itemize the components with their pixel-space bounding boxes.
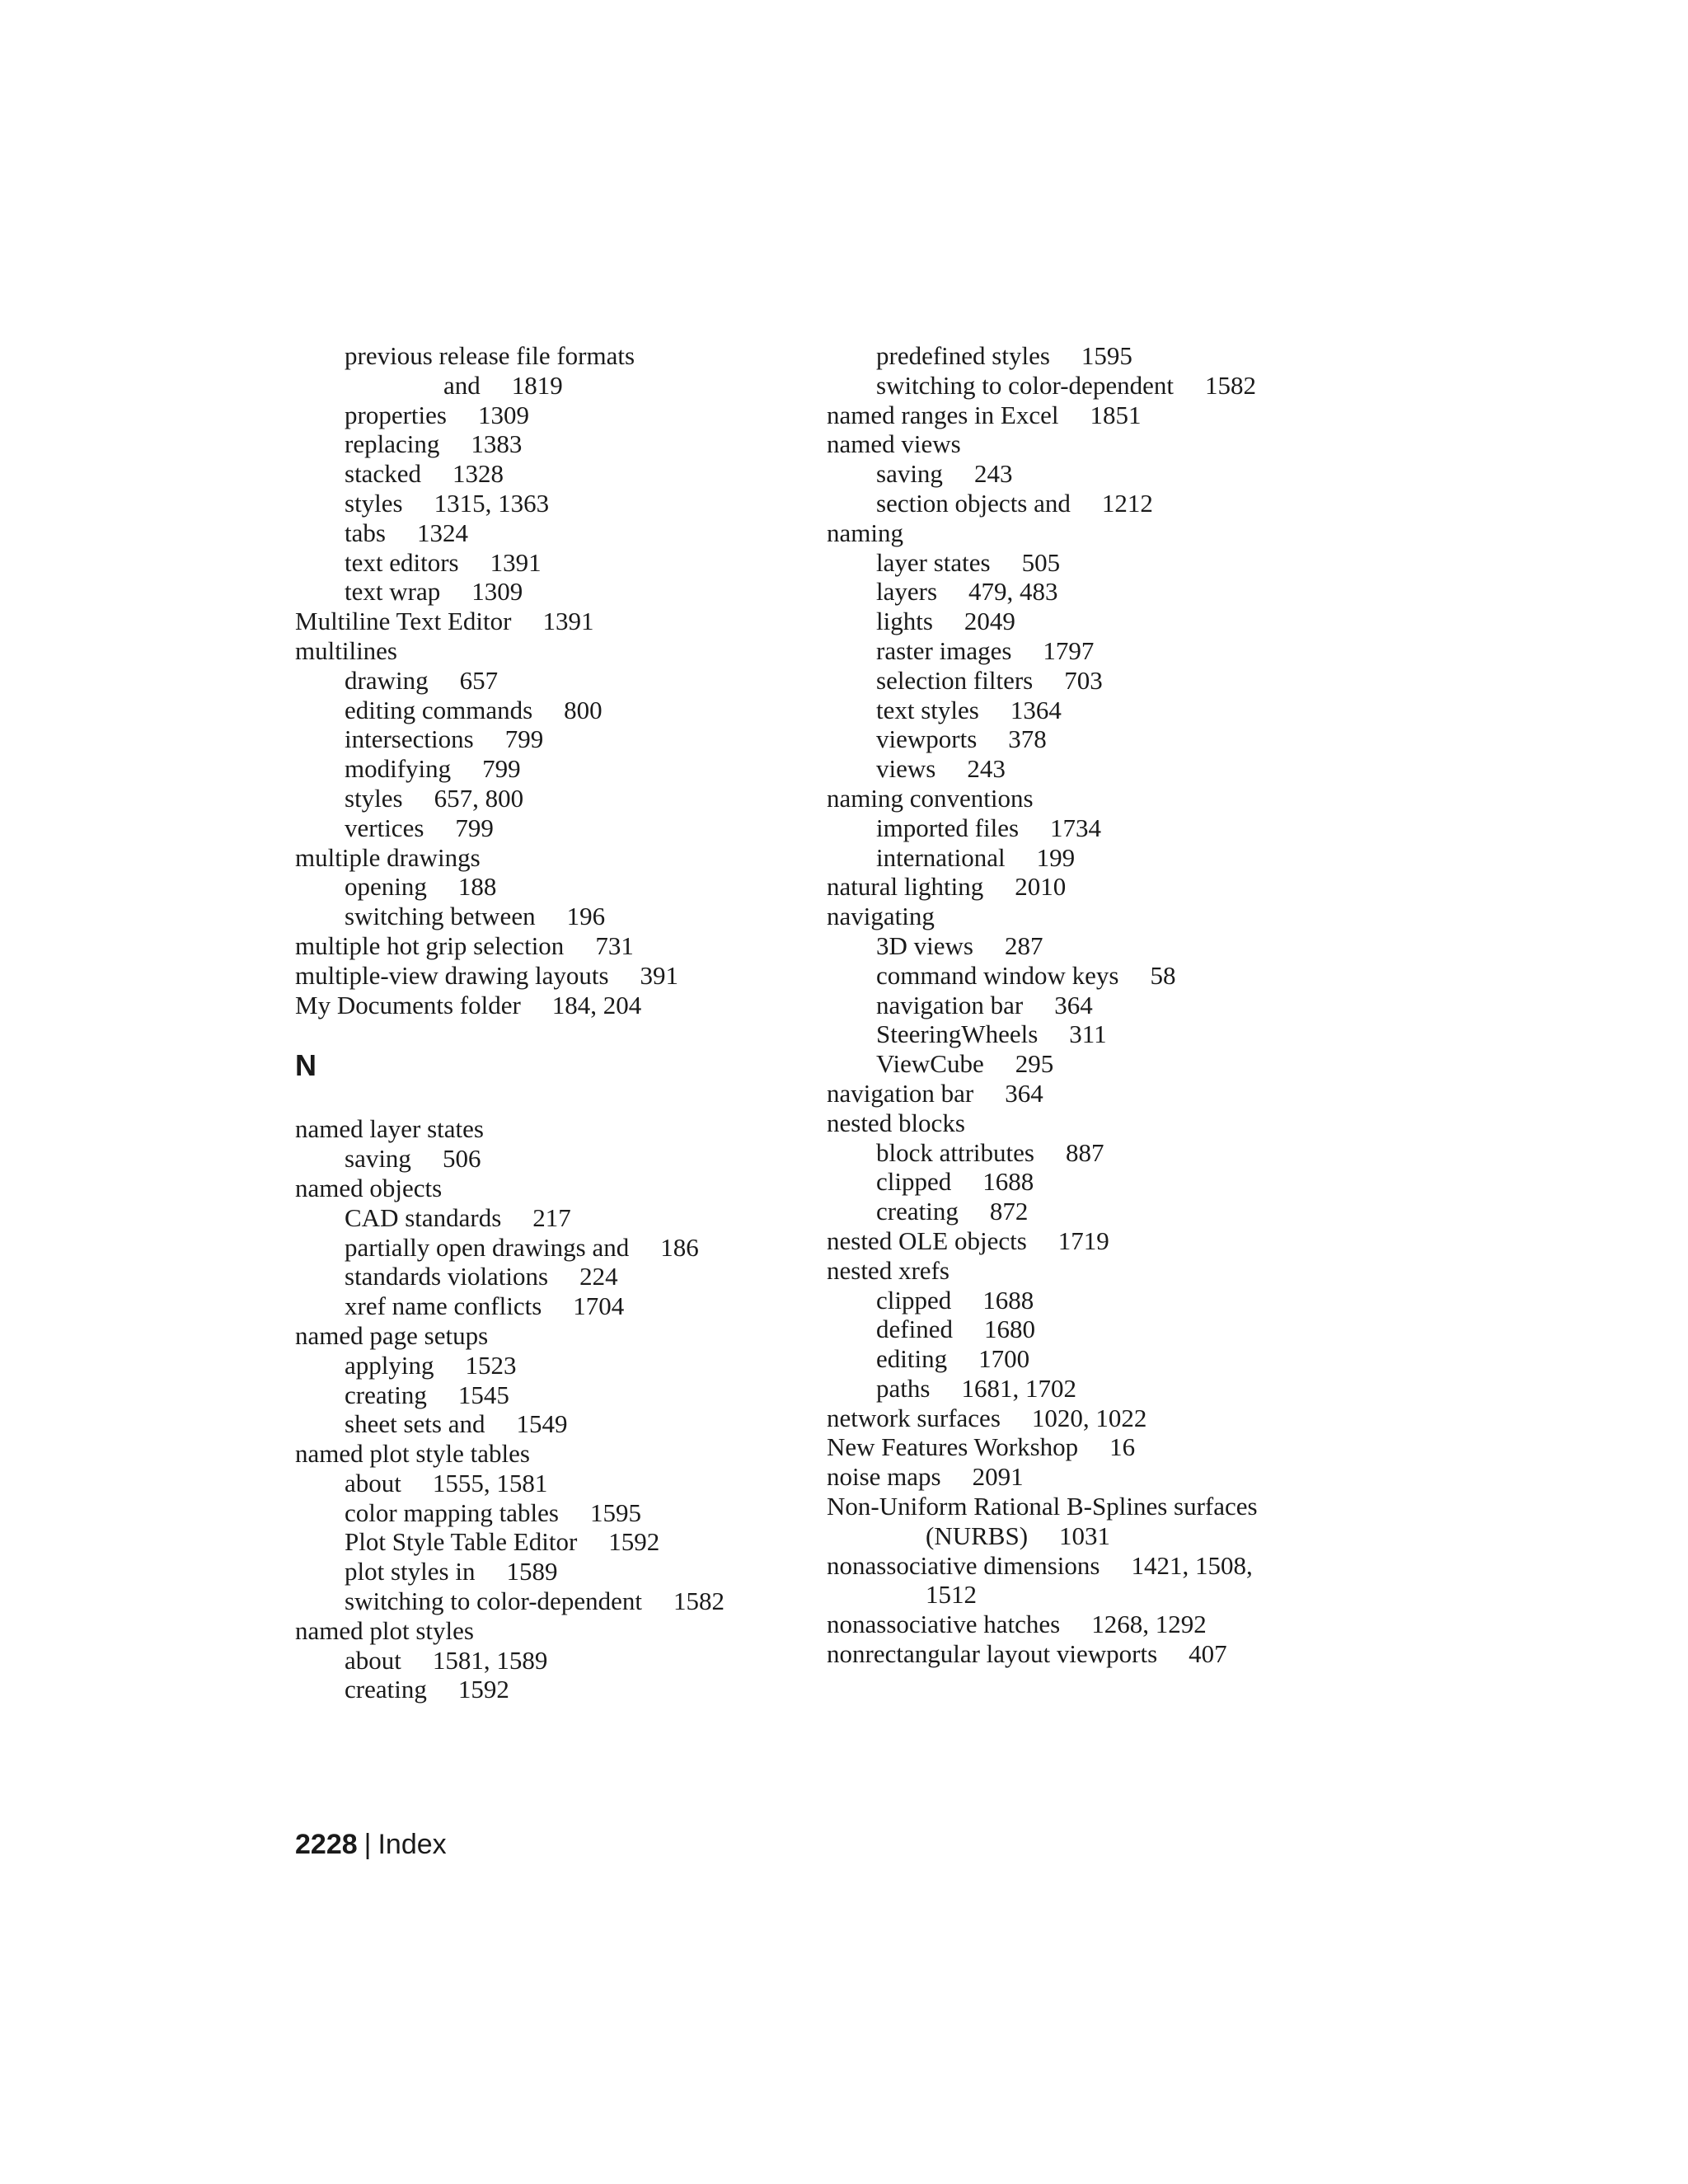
index-page-refs: 378 [1008,724,1047,754]
index-term: international [876,842,1006,872]
index-entry [295,754,806,784]
index-entry [295,1321,806,1351]
index-page-refs: 224 [579,1262,618,1291]
index-entry [827,1079,1387,1108]
index-entry [295,1586,806,1616]
footer-separator: | [363,1829,372,1860]
index-page-refs: 1680 [983,1315,1035,1344]
index-term: My Documents folder [295,990,521,1019]
index-entry [827,1315,1387,1344]
index-entry [295,518,806,548]
index-entry [827,371,1387,401]
index-page-refs: 2010 [1015,872,1067,902]
index-term: nested xrefs [827,1255,950,1285]
index-term: Multiline Text Editor [295,607,512,636]
index-entry [295,666,806,696]
index-page-refs: 184, 204 [551,990,642,1019]
index-page-refs: 196 [566,902,606,931]
index-column-left [295,341,806,1704]
index-page-refs: 1700 [978,1344,1030,1374]
index-term: views [876,754,936,784]
index-page-refs: 1391 [490,547,542,577]
index-entry [295,1616,806,1646]
index-entry [827,1551,1387,1581]
index-entry [827,843,1387,873]
index-term: SteeringWheels [876,1019,1039,1049]
index-entry [295,1114,806,1144]
index-entry [295,459,806,489]
index-entry [295,1646,806,1675]
index-term: creating [876,1197,959,1226]
index-term: clipped [876,1285,952,1315]
index-term: navigation bar [876,990,1024,1019]
index-page-refs: 1719 [1057,1226,1109,1255]
index-page-refs: 1592 [608,1527,660,1557]
index-entry [827,548,1387,578]
index-term: ViewCube [876,1049,984,1079]
index-page-refs: 295 [1015,1049,1054,1079]
index-entry [295,1380,806,1410]
index-term: nonassociative dimensions [827,1550,1100,1580]
index-page-refs: 243 [973,459,1013,489]
index-entry [827,991,1387,1020]
index-page-refs: 505 [1021,547,1061,577]
index-page-refs: 1309 [477,400,529,429]
index-entries-right [827,341,1387,1669]
index-page-refs: 1031 [1059,1521,1111,1550]
index-term: intersections [345,724,474,754]
index-page-refs: 311 [1069,1019,1107,1049]
index-page-refs: 703 [1064,665,1103,695]
index-term: properties [345,400,447,429]
index-term: nested blocks [827,1108,965,1137]
index-entry [295,1527,806,1557]
index-term: raster images [876,635,1012,665]
index-term: named plot styles [295,1615,474,1645]
index-entry [827,1432,1387,1462]
index-page-refs: 872 [989,1197,1029,1226]
index-entry [827,1492,1387,1521]
index-term: lights [876,607,933,636]
index-term: multiple-view drawing layouts [295,960,609,990]
index-page-refs: 1545 [457,1380,509,1409]
index-entry [295,872,806,902]
index-entry [827,1610,1387,1639]
index-page-refs: 217 [532,1202,571,1232]
index-entry [827,1049,1387,1079]
index-page-refs: 1704 [573,1291,625,1321]
index-term: saving [876,459,943,489]
index-term: about [345,1468,401,1497]
index-page-refs: 1324 [416,518,468,547]
index-page-refs: 657 [459,665,499,695]
index-entry [827,1226,1387,1256]
index-page-refs: 657, 800 [434,783,524,813]
index-entry [295,607,806,636]
index-term: imported files [876,813,1020,842]
index-term: layers [876,577,938,607]
index-page-refs: 1582 [673,1586,724,1616]
index-entry [827,1286,1387,1315]
index-term: plot styles in [345,1557,476,1586]
index-entry [295,1351,806,1380]
index-page-refs: 1688 [982,1167,1034,1197]
index-term: styles [345,488,403,518]
index-term: command window keys [876,960,1119,990]
index-page-refs: 1328 [452,459,504,489]
index-page-refs: 506 [442,1144,481,1174]
index-page-refs: 1383 [471,429,523,459]
index-term: Non-Uniform Rational B-Splines surfaces [827,1492,1258,1521]
index-entries-left [295,341,806,1019]
index-page-refs: 731 [595,930,634,960]
index-entry [827,607,1387,636]
index-entry [295,401,806,430]
index-page-refs: 1212 [1101,488,1153,518]
index-page-refs: 1421, 1508, [1131,1550,1253,1580]
index-term: previous release file formats [345,341,635,370]
index-term: applying [345,1350,434,1380]
index-term: text wrap [345,577,441,607]
index-page-refs: 1595 [1081,341,1132,370]
index-entry [827,401,1387,430]
index-entry [827,1138,1387,1168]
index-entry [295,489,806,518]
index-page-refs: 1681, 1702 [961,1373,1076,1403]
index-page-refs: 887 [1065,1137,1104,1167]
index-entry [295,1233,806,1263]
index-page-refs: 800 [564,695,603,724]
page-footer [295,1828,447,1861]
index-term: sheet sets and [345,1409,485,1439]
index-term: drawing [345,665,429,695]
index-term: multilines [295,635,397,665]
index-entry [827,636,1387,666]
index-term: styles [345,783,403,813]
index-term: section objects and [876,488,1071,518]
footer-section-title: Index [377,1829,447,1860]
index-entry [295,429,806,459]
section-letter: N [295,1048,316,1083]
index-entry [827,1462,1387,1492]
index-page-refs: 364 [1054,990,1093,1019]
index-term: noise maps [827,1462,941,1492]
index-entry [827,961,1387,991]
index-term: modifying [345,754,452,784]
index-term: block attributes [876,1137,1034,1167]
index-term: named objects [295,1173,443,1202]
index-page-refs: 1364 [1010,695,1062,724]
index-page-refs: 799 [482,754,521,784]
index-page-refs: 479, 483 [968,577,1058,607]
index-term: xref name conflicts [345,1291,542,1321]
index-term: selection filters [876,665,1034,695]
index-entry [295,1174,806,1203]
index-page-refs: 1020, 1022 [1031,1403,1147,1432]
index-term: nested OLE objects [827,1226,1027,1255]
index-term: defined [876,1315,953,1344]
index-entry [295,931,806,961]
index-term: editing [876,1344,948,1374]
index-entry [827,872,1387,902]
index-term: Plot Style Table Editor [345,1527,578,1557]
index-term: opening [345,872,427,902]
index-term: CAD standards [345,1202,502,1232]
index-entry [295,1291,806,1321]
index-term: navigating [827,902,935,931]
index-term: saving [345,1144,411,1174]
index-term: creating [345,1675,427,1704]
index-term: and [443,370,481,400]
index-page-refs: 364 [1005,1078,1043,1108]
index-term: viewports [876,724,978,754]
index-term: creating [345,1380,427,1409]
index-term: 3D views [876,930,973,960]
index-page-refs: 1268, 1292 [1091,1610,1207,1639]
index-entries-left-after [295,1114,806,1704]
index-term: named plot style tables [295,1439,530,1469]
index-entry [295,813,806,843]
index-term: nonassociative hatches [827,1610,1061,1639]
index-entry [295,696,806,725]
index-page-refs: 1523 [465,1350,517,1380]
index-page-refs: 1797 [1043,635,1095,665]
index-page-refs: 391 [640,960,679,990]
index-entry [295,1498,806,1528]
index-entry [295,784,806,813]
index-entry [827,1521,1387,1551]
index-term: paths [876,1373,931,1403]
index-page-refs: 1851 [1090,400,1142,429]
index-page-refs: 287 [1004,930,1043,960]
index-entry [295,843,806,873]
index-entry [827,1374,1387,1404]
index-term: New Features Workshop [827,1432,1079,1462]
index-term: replacing [345,429,440,459]
index-term: editing commands [345,695,533,724]
index-entry [827,1580,1387,1610]
index-entry [827,1197,1387,1226]
index-term: naming [827,518,903,547]
index-term: multiple drawings [295,842,481,872]
index-page-refs: 1315, 1363 [434,488,550,518]
page-number: 2228 [295,1829,358,1860]
index-page-refs: 188 [457,872,497,902]
index-entry [827,1344,1387,1374]
index-term: navigation bar [827,1078,974,1108]
index-entry [295,961,806,991]
index-page-refs: 58 [1150,960,1176,990]
index-page-refs: 799 [455,813,494,842]
index-entry [827,724,1387,754]
index-page-refs: 1589 [506,1557,558,1586]
index-page-refs: 1582 [1204,370,1256,400]
index-term: natural lighting [827,872,984,902]
index-page-refs: 1688 [982,1285,1034,1315]
index-term: nonrectangular layout viewports [827,1639,1158,1669]
index-page-refs: 1309 [471,577,523,607]
index-entry [827,459,1387,489]
index-page-refs: 243 [967,754,1006,784]
index-term: predefined styles [876,341,1050,370]
index-entry [295,902,806,931]
index-entry [295,1262,806,1291]
index-page-refs: 16 [1109,1432,1136,1462]
index-entry [295,1675,806,1704]
index-term: color mapping tables [345,1497,559,1527]
index-term: layer states [876,547,991,577]
index-entry [827,784,1387,813]
index-term: about [345,1645,401,1675]
index-entry [827,518,1387,548]
index-entry [295,1409,806,1439]
index-entry [827,1404,1387,1433]
index-page-refs: 1595 [590,1497,641,1527]
index-entry [827,931,1387,961]
index-page-refs: 186 [660,1232,699,1262]
index-page-refs: 1391 [542,607,594,636]
index-entry [827,577,1387,607]
index-page-refs: 2049 [964,607,1015,636]
index-term: tabs [345,518,386,547]
index-entry [295,636,806,666]
index-page-refs: 1592 [457,1675,509,1704]
index-page-refs: 407 [1189,1639,1227,1669]
index-entry [827,696,1387,725]
index-entry [295,577,806,607]
index-page-refs: 1819 [511,370,563,400]
index-term: text editors [345,547,459,577]
index-entry [295,724,806,754]
index-entry [827,1639,1387,1669]
index-entry [827,1019,1387,1049]
index-page-refs: 1549 [516,1409,568,1439]
index-page-refs: 799 [504,724,544,754]
index-entry [295,1144,806,1174]
index-entry [295,991,806,1020]
index-term: vertices [345,813,424,842]
index-entry [295,1439,806,1469]
index-entry [827,1108,1387,1138]
index-term: text styles [876,695,979,724]
index-term: partially open drawings and [345,1232,630,1262]
index-term: clipped [876,1167,952,1197]
index-term: named ranges in Excel [827,400,1059,429]
index-entry [827,1256,1387,1286]
index-entry [295,1469,806,1498]
index-term: standards violations [345,1262,549,1291]
index-term: multiple hot grip selection [295,930,565,960]
index-page-refs: 199 [1036,842,1076,872]
index-entry [295,341,806,371]
index-page-refs: 1734 [1050,813,1102,842]
index-term: stacked [345,459,421,489]
index-entry [827,813,1387,843]
index-page-refs: 2091 [972,1462,1024,1492]
index-term: switching between [345,902,536,931]
index-entry [827,754,1387,784]
index-entry [295,371,806,401]
index-term: named page setups [295,1320,489,1350]
index-term: named layer states [295,1114,484,1144]
index-entry [295,548,806,578]
index-column-right [827,341,1387,1669]
index-entry [295,1557,806,1586]
index-term: naming conventions [827,783,1034,813]
index-term: named views [827,429,961,459]
index-term: switching to color-dependent [876,370,1174,400]
index-entry [295,1203,806,1233]
index-entry [827,902,1387,931]
index-term: (NURBS) [926,1521,1029,1550]
index-term: switching to color-dependent [345,1586,642,1616]
index-page-refs: 1555, 1581 [432,1468,548,1497]
index-term: 1512 [926,1580,977,1610]
index-entry [827,1167,1387,1197]
index-entry [827,341,1387,371]
index-entry [827,489,1387,518]
index-term: network surfaces [827,1403,1001,1432]
index-entry [827,429,1387,459]
index-entry [827,666,1387,696]
index-page-refs: 1581, 1589 [432,1645,548,1675]
